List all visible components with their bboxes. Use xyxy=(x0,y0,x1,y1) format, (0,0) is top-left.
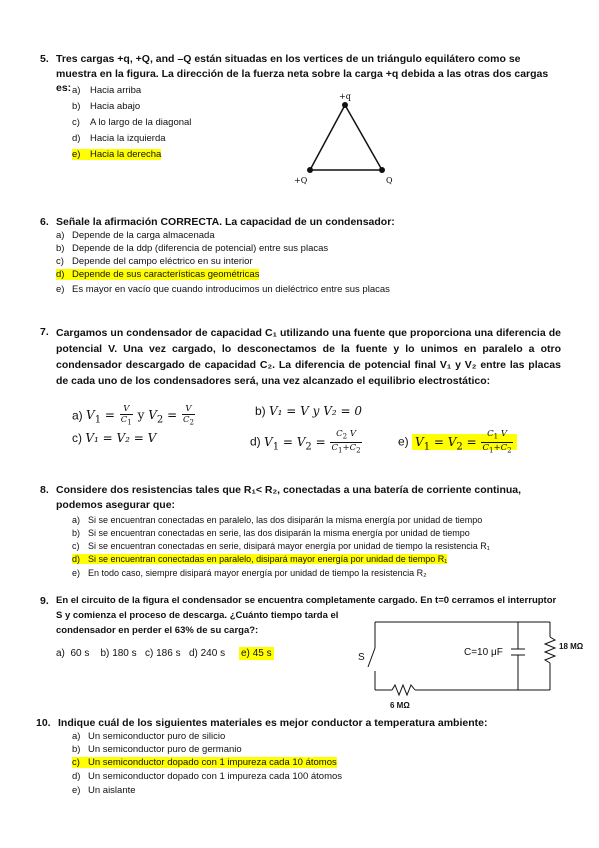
question-text: Cargamos un condensador de capacidad C₁ utilizando una fuente que proporciona una diferencia de potencial V. Una vez cargado, lo desconectamos de la fuente y lo unimos en paralelo a otro condensador descargado de capacidad C₂. La diferencia de potencial final V₁ y V₂ entre las placas de cada uno de los condensadores será, una vez alcanzado el equilibrio electrostático: xyxy=(56,327,561,387)
option-c[interactable]: c) V₁ = V₂ = V xyxy=(72,431,157,445)
answer-options-row xyxy=(56,648,274,659)
option-a[interactable]: a) Un semiconductor puro de silicio xyxy=(72,731,226,742)
option-c-highlighted[interactable]: c) Un semiconductor dopado con 1 impureza cada 10 átomos xyxy=(72,757,337,768)
option-b[interactable]: b) Un semiconductor puro de germanio xyxy=(72,744,242,755)
option-b[interactable]: b) V₁ = V y V₂ = 0 xyxy=(255,404,363,418)
option-d[interactable]: d) $V_1 = V_2$ = $\frac{C_2 V}{C_1+C_2}$ xyxy=(250,429,361,455)
option-d[interactable]: d) Un semiconductor dopado con 1 impureza cada 100 átomos xyxy=(72,771,343,782)
option-d[interactable]: d) 240 s xyxy=(188,648,226,659)
formula-d: $V_1 = V_2$ = $\frac{C_2 V}{C_1+C_2}$ xyxy=(264,429,361,455)
option-e-highlighted[interactable]: e) 45 s xyxy=(241,648,272,659)
question-number: 6. xyxy=(40,216,49,228)
option-e[interactable]: e) Es mayor en vacío que cuando introducimos un dieléctrico entre sus placas xyxy=(56,284,390,295)
option-e[interactable]: e) En todo caso, siempre disipará mayor energía por unidad de tiempo la resistencia R₂ xyxy=(72,568,427,578)
question-number: 5. xyxy=(40,53,49,65)
option-a[interactable]: a) Hacia arriba xyxy=(72,85,142,96)
option-d-highlighted[interactable]: d) Si se encuentran conectadas en paralelo, disipará mayor energía por unidad de tiempo R₁ xyxy=(72,554,448,564)
formula-e-highlighted: $V_1 = V_2$ = $\frac{C_1 V}{C_1+C_2}$ xyxy=(412,434,517,450)
question-number: 10. xyxy=(36,717,51,729)
option-c[interactable]: c) A lo largo de la diagonal xyxy=(72,117,192,128)
charge-label-right: Q xyxy=(386,176,393,185)
option-b[interactable]: b) Hacia abajo xyxy=(72,101,141,112)
question-text-line2: S y comienza el proceso de descarga. ¿Cuánto tiempo tarda el xyxy=(56,610,339,621)
question-number: 9. xyxy=(40,595,49,607)
formula-c: V₁ = V₂ = V xyxy=(85,431,157,445)
rc-circuit-figure xyxy=(350,615,595,715)
option-e[interactable]: e) Un aislante xyxy=(72,785,136,796)
option-a[interactable]: a) Depende de la carga almacenada xyxy=(56,230,215,241)
question-number: 8. xyxy=(40,484,49,496)
question-text: Indique cuál de los siguientes materiales es mejor conductor a temperatura ambiente: xyxy=(58,717,488,729)
triangle-charges-figure xyxy=(290,90,410,190)
resistor-right-label: 18 MΩ xyxy=(559,642,584,651)
option-b[interactable]: b) Depende de la ddp (diferencia de potencial) entre sus placas xyxy=(56,243,329,254)
option-c[interactable]: c) 186 s xyxy=(145,648,181,659)
resistor-bottom-label: 6 MΩ xyxy=(390,701,410,710)
charge-label-left: +Q xyxy=(294,176,308,185)
option-c[interactable]: c) Si se encuentran conectadas en serie, disipará mayor energía por unidad de tiempo la resistencia R₁ xyxy=(72,541,490,551)
switch-label: S xyxy=(358,652,365,663)
option-d-highlighted[interactable]: d) Depende de sus características geométricas xyxy=(56,269,260,280)
question-text: Considere dos resistencias tales que R₁< R₂, conectadas a una batería de corriente continua, podemos asegurar que: xyxy=(56,484,522,511)
option-e-highlighted[interactable]: e) Hacia la derecha xyxy=(72,149,162,160)
option-c[interactable]: c) Depende del campo eléctrico en su interior xyxy=(56,256,253,267)
question-text-line3: condensador en perder el 63% de su carga?: xyxy=(56,625,259,636)
question-text-line1: En el circuito de la figura el condensador se encuentra completamente cargado. En t=0 cerramos el interruptor xyxy=(56,595,557,606)
option-a[interactable]: a) 60 s xyxy=(56,648,90,659)
option-b[interactable]: b) 180 s xyxy=(100,648,137,659)
capacitor-label: C=10 μF xyxy=(464,647,503,658)
charge-label-top: +q xyxy=(339,92,351,101)
option-e[interactable]: e) $V_1 = V_2$ = $\frac{C_1 V}{C_1+C_2}$ xyxy=(398,429,517,455)
option-d[interactable]: d) Hacia la izquierda xyxy=(72,133,166,144)
option-b[interactable]: b) Si se encuentran conectadas en serie, las dos disiparán la misma energía por unidad de tiempo xyxy=(72,528,470,538)
question-text: Tres cargas +q, +Q, and –Q están situadas en los vertices de un triángulo equilátero como se muestra en la figura. La dirección de la fuerza neta sobre la carga +q debida a las otras dos cargas es: xyxy=(56,53,549,94)
formula-a: $V_1$ = $\frac{V}{C_1}$ y $V_2$ = $\frac{V}{C_2}$ xyxy=(86,404,194,427)
option-a[interactable]: a) Si se encuentran conectadas en paralelo, las dos disiparán la misma energía por unidad de tiempo xyxy=(72,515,483,525)
formula-b: V₁ = V y V₂ = 0 xyxy=(269,404,363,418)
question-number: 7. xyxy=(40,326,49,338)
option-a[interactable]: a) $V_1$ = $\frac{V}{C_1}$ y $V_2$ = $\frac{V}{C_2}$ xyxy=(72,404,194,427)
question-text: Señale la afirmación CORRECTA. La capacidad de un condensador: xyxy=(56,216,395,228)
